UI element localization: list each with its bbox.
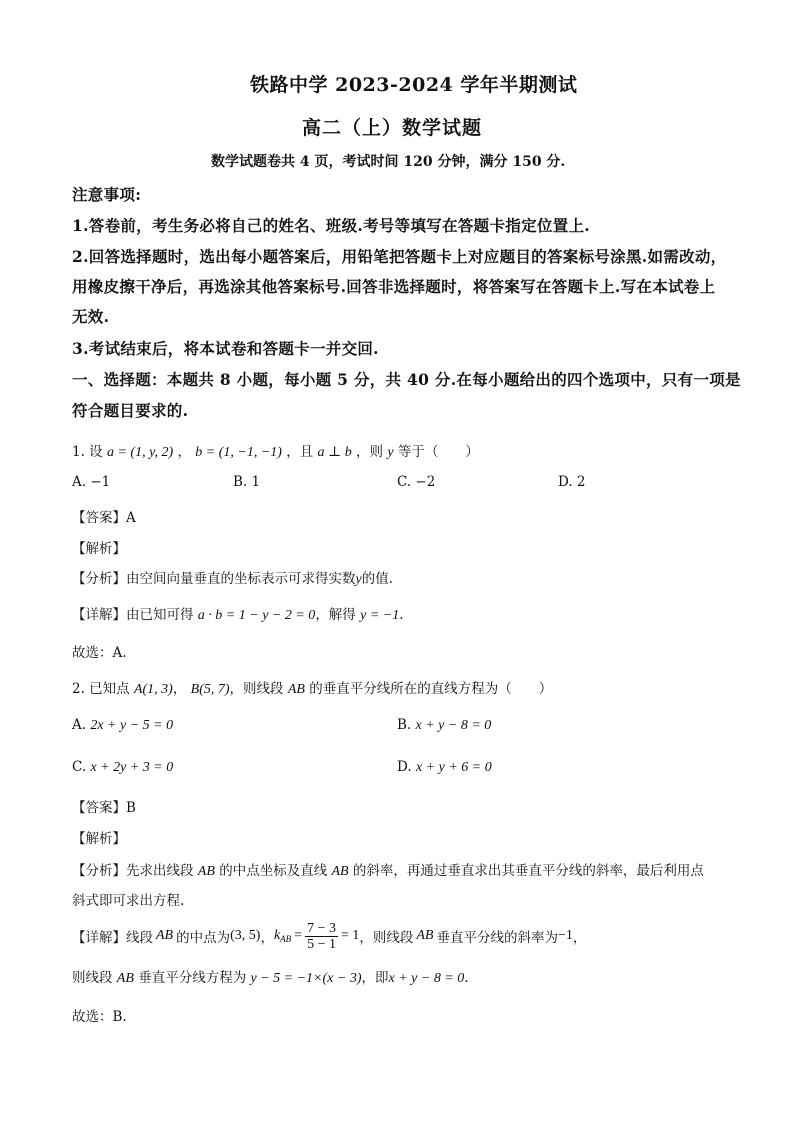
q1-analysis-label: 【解析】	[72, 541, 126, 557]
q2-fenxi-line-1	[72, 859, 704, 880]
q1-xiangjie-result: y = −1	[360, 608, 400, 623]
q1-xiangjie-math: a · b = 1 − y − 2 = 0	[197, 608, 316, 623]
q2-option-a	[72, 717, 173, 734]
q2-option-d	[397, 759, 492, 776]
q2-xj2-ab: AB	[116, 971, 134, 986]
note-2-line-1: 2.回答选择题时，选出每小题答案后，用铅笔把答题卡上对应题目的答案标号涂黑.如需改动，	[72, 247, 727, 266]
q1-option-d: D. 2	[558, 474, 586, 490]
q2-option-a-eq: 2x + y − 5 = 0	[90, 718, 174, 733]
q2-slope-eq: =	[294, 928, 303, 943]
q1-condition: a ⊥ b	[317, 445, 352, 460]
q2-xj2-equation: y − 5 = −1×(x − 3)	[250, 971, 362, 986]
note-1: 1.答卷前，考生务必将自己的姓名、班级.考号等填写在答题卡指定位置上.	[72, 216, 590, 235]
q1-sep: ，	[177, 444, 191, 460]
section-heading-line-1: 一、选择题：本题共 8 小题，每小题 5 分，共 40 分.在每小题给出的四个选项中，只有一项是	[72, 370, 741, 389]
q2-analysis-label: 【解析】	[72, 831, 126, 847]
q2-xj2-result: x + y − 8 = 0	[388, 971, 465, 986]
q2-choice: 故选：B.	[72, 1009, 127, 1025]
q1-option-c: C. −2	[397, 474, 436, 490]
q1-stem	[72, 440, 479, 461]
q1-option-a: A. −1	[72, 474, 111, 490]
q2-fenxi-b: 的中点坐标及直线	[219, 863, 328, 879]
q2-slope-k	[274, 928, 291, 944]
q1-fenxi-text: 由空间向量垂直的坐标表示可求得实数	[126, 571, 356, 587]
q2-option-c-eq: x + 2y + 3 = 0	[90, 760, 174, 775]
q2-option-c	[72, 759, 173, 776]
q1-vector-b: b = (1, −1, −1)	[195, 445, 282, 460]
q2-stem	[72, 677, 552, 698]
q2-slope-numerator: 7 − 3	[307, 920, 336, 936]
q2-fenxi-ab-1: AB	[197, 864, 215, 879]
q2-perp-slope: −1	[557, 928, 573, 943]
q2-fenxi-ab-2: AB	[331, 864, 349, 879]
q2-xiangjie-line-1	[72, 916, 586, 956]
q2-stem-end: 的垂直平分线所在的直线方程为（ ）	[309, 681, 553, 697]
q2-option-c-label: C.	[72, 759, 87, 775]
q1-xiangjie-period: .	[399, 607, 404, 623]
q2-xj2-c: ，即	[361, 970, 389, 986]
q1-fenxi-label: 【分析】	[72, 571, 126, 587]
q2-xiangjie-a: 线段	[126, 930, 153, 946]
q1-ask-end: 等于（ ）	[397, 444, 479, 460]
q2-fenxi-label: 【分析】	[72, 863, 126, 879]
note-2-line-3: 无效.	[72, 307, 110, 326]
exam-title: 铁路中学 2023-2024 学年半期测试	[250, 74, 578, 96]
q2-option-b-label: B.	[397, 717, 412, 733]
q1-fenxi-var: y	[355, 572, 362, 587]
exam-info: 数学试题卷共 4 页，考试时间 120 分钟，满分 150 分.	[211, 154, 566, 170]
q2-xiangjie-b: 的中点为	[176, 930, 231, 946]
q1-option-b: B. 1	[233, 474, 261, 490]
q2-xiangjie-end: ，	[572, 930, 587, 946]
q2-slope-k-sub: AB	[280, 934, 292, 944]
q1-xiangjie-text: 由已知可得	[126, 607, 194, 623]
q1-cond-pre: ，且	[286, 444, 314, 460]
q2-slope-fraction	[305, 921, 338, 952]
q2-xiangjie-comma: ，	[260, 930, 274, 946]
q2-xiangjie-label: 【详解】	[72, 930, 126, 946]
q2-slope-denominator: 5 − 1	[307, 936, 336, 952]
q1-choice: 故选：A.	[72, 645, 127, 661]
q1-ask: ，则	[356, 444, 384, 460]
q2-option-b	[397, 717, 491, 734]
q1-xiangjie	[72, 603, 404, 624]
q2-slope-result: = 1	[340, 928, 360, 943]
q2-xj2-end: .	[464, 970, 469, 986]
notes-heading: 注意事项:	[72, 185, 142, 204]
q2-point-b: B(5, 7)	[190, 682, 230, 697]
q1-fenxi-end: 的值.	[361, 571, 394, 587]
q2-fenxi-c: 的斜率，再通过垂直求出其垂直平分线的斜率，最后利用点	[352, 863, 704, 879]
exam-subtitle: 高二（上）数学试题	[302, 117, 483, 139]
q2-xiangjie-ab: AB	[156, 928, 174, 943]
q2-ab: AB	[287, 682, 305, 697]
q2-option-d-label: D.	[397, 759, 412, 775]
q2-option-d-eq: x + y + 6 = 0	[415, 760, 492, 775]
q2-stem-pre: 2. 已知点	[72, 681, 130, 697]
q2-xiangjie-d: 垂直平分线的斜率为	[436, 930, 558, 946]
note-2-line-2: 用橡皮擦干净后，再选涂其他答案标号.回答非选择题时，将答案写在答题卡上.写在本试卷上	[72, 277, 716, 296]
q2-xiangjie-c: ，则线段	[359, 930, 414, 946]
q2-stem-post: ，则线段	[229, 681, 284, 697]
q2-sep: ，	[172, 681, 187, 697]
q2-point-a: A(1, 3)	[133, 682, 173, 697]
q1-fenxi	[72, 567, 393, 588]
q2-slope-k-letter: k	[273, 928, 281, 943]
q2-fenxi-a: 先求出线段	[126, 863, 194, 879]
q2-midpoint: (3, 5)	[230, 928, 261, 943]
q1-xiangjie-mid: ，解得	[315, 607, 356, 623]
section-heading-line-2: 符合题目要求的.	[72, 401, 189, 420]
q1-vector-a: a = (1, y, 2)	[106, 445, 174, 460]
q2-xiangjie-ab-2: AB	[416, 928, 434, 943]
q2-xj2-a: 则线段	[72, 970, 113, 986]
q1-xiangjie-label: 【详解】	[72, 607, 126, 623]
q2-xiangjie-line-2	[72, 966, 469, 987]
q1-ask-var: y	[387, 445, 394, 460]
q2-fenxi-line-2: 斜式即可求出方程.	[72, 893, 185, 909]
q2-xj2-b: 垂直平分线方程为	[138, 970, 247, 986]
q1-answer: 【答案】A	[72, 510, 136, 526]
q2-option-a-label: A.	[72, 717, 87, 733]
q2-option-b-eq: x + y − 8 = 0	[415, 718, 492, 733]
note-3: 3.考试结束后，将本试卷和答题卡一并交回.	[72, 339, 379, 358]
q2-answer: 【答案】B	[72, 800, 136, 816]
q1-number: 1. 设	[72, 444, 103, 460]
